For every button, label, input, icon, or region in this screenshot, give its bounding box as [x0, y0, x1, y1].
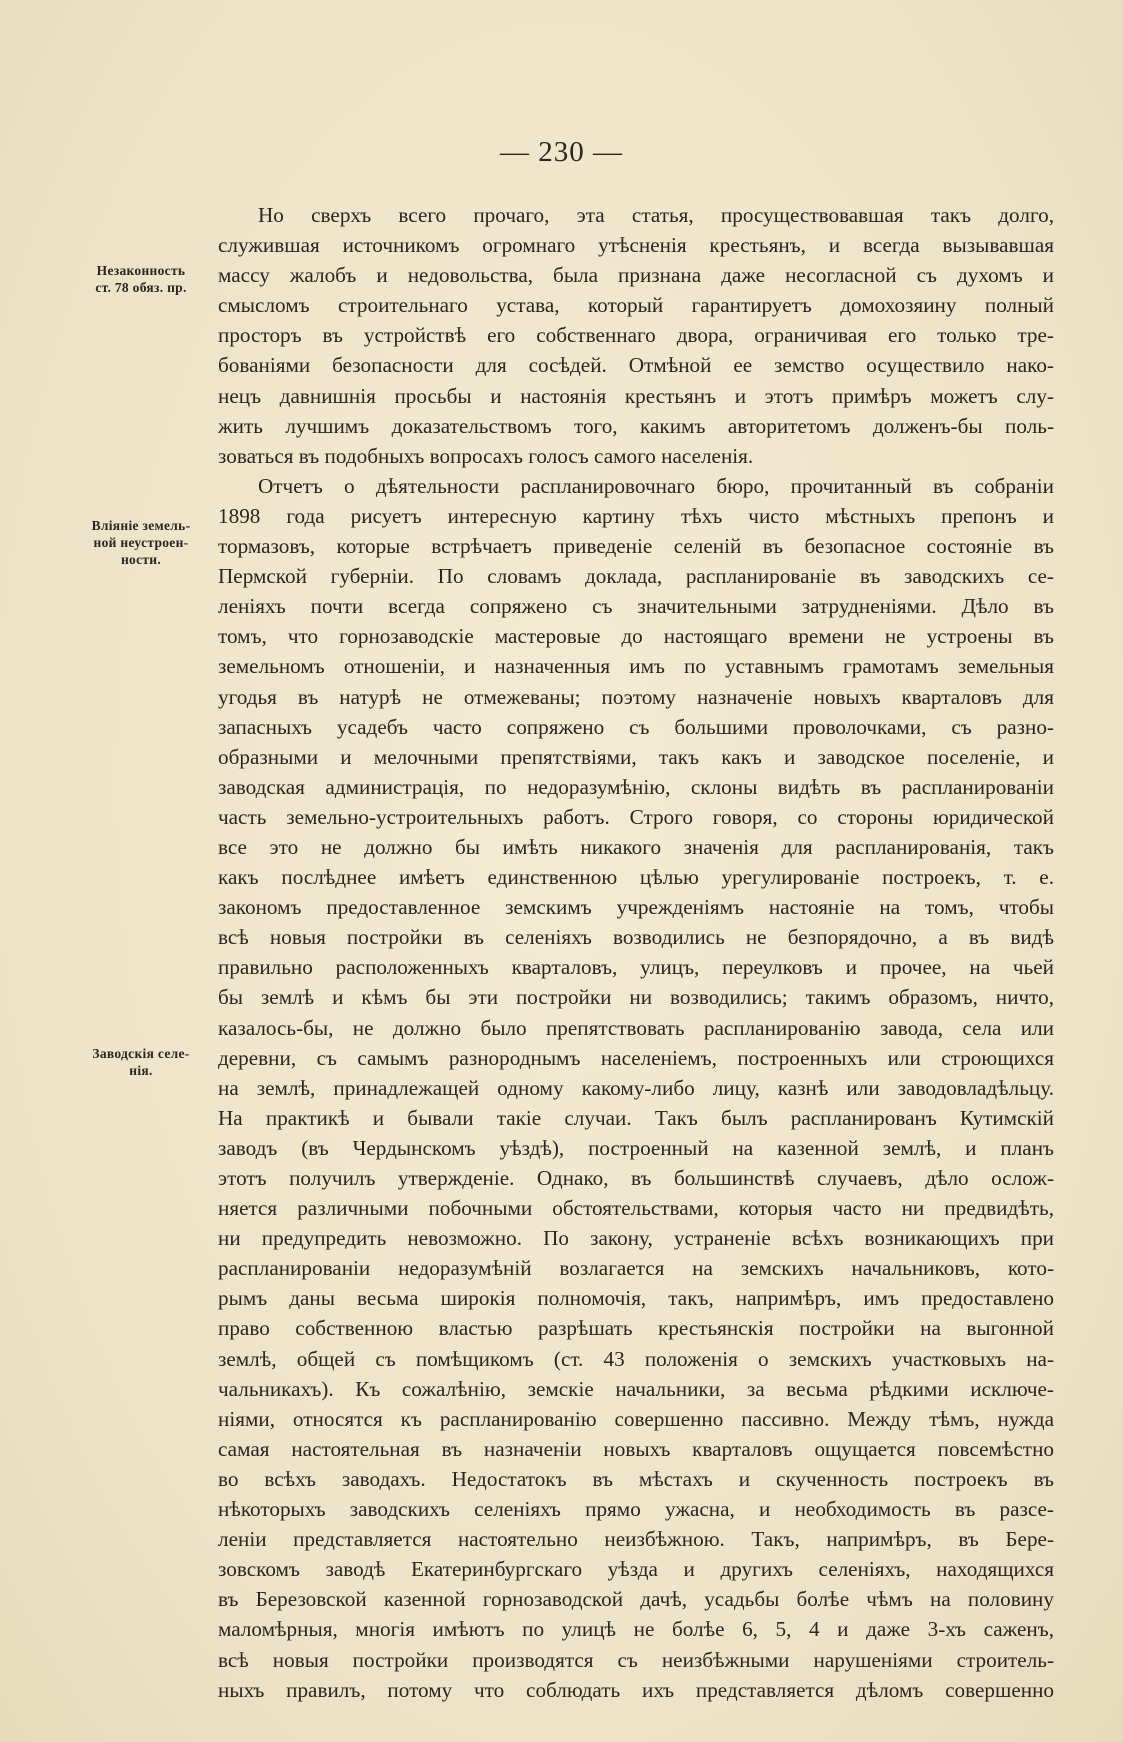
- text-line: въ Березовской казенной горнозаводской дачѣ, усадьбы болѣе чѣмъ на половину: [218, 1587, 1054, 1612]
- text-line: смысломъ строительнаго устава, который гарантируетъ домохозяину полный: [218, 293, 1054, 318]
- text-line: запасныхъ усадебъ часто сопряжено съ большими проволочками, съ разно-: [218, 714, 1054, 739]
- body-text: [218, 200, 1054, 1705]
- text-line: тормазовъ, которые встрѣчаетъ приведеніе селеній въ безопасное состояніе въ: [218, 534, 1054, 559]
- text-line: казалось-бы, не должно было препятствовать распланированію завода, села или: [218, 1015, 1054, 1040]
- text-line: всѣ новыя постройки производятся съ неизбѣжными нарушеніями строитель-: [218, 1647, 1054, 1672]
- text-line: распланированіи недоразумѣній возлагается на земскихъ начальниковъ, кото-: [218, 1256, 1054, 1281]
- text-line: чальникахъ). Къ сожалѣнію, земскіе начальники, за весьма рѣдкими исключе-: [218, 1376, 1054, 1401]
- text-line: бы землѣ и кѣмъ бы эти постройки ни возводились; такимъ образомъ, ничто,: [218, 985, 1054, 1010]
- margin-note-illegality: [66, 262, 216, 296]
- margin-note-line: ности.: [120, 552, 162, 567]
- text-line: рымъ даны весьма широкія полномочія, такъ, напримѣръ, имъ предоставлено: [218, 1286, 1054, 1311]
- text-line: деревни, съ самымъ разнороднымъ населеніемъ, построенныхъ или строющихся: [218, 1045, 1054, 1070]
- text-line: закономъ предоставленное земскимъ учрежденіямъ настояніе на томъ, чтобы: [218, 895, 1054, 920]
- text-line: массу жалобъ и недовольства, была признана даже несогласной съ духомъ и: [218, 263, 1054, 288]
- text-line: угодья въ натурѣ не отмежеваны; поэтому назначеніе новыхъ кварталовъ для: [218, 684, 1054, 709]
- text-line: служившая источникомъ огромнаго утѣсненія крестьянъ, и всегда вызывавшая: [218, 233, 1054, 258]
- text-line: самая настоятельная въ назначеніи новыхъ кварталовъ ощущается повсемѣстно: [218, 1436, 1054, 1461]
- text-line: зоваться въ подобныхъ вопросахъ голосъ самого населенія.: [218, 443, 754, 468]
- margin-note-line: Заводскія селе-: [92, 1046, 190, 1061]
- text-line: во всѣхъ заводахъ. Недостатокъ въ мѣстахъ и скученность построекъ въ: [218, 1466, 1054, 1491]
- text-line: просторъ въ устройствѣ его собственнаго двора, ограничивая его только тре-: [218, 323, 1054, 348]
- text-line: этотъ получилъ утвержденіе. Однако, въ большинствѣ случаевъ, дѣло ослож-: [218, 1166, 1054, 1190]
- text-line: На практикѣ и бывали такіе случаи. Такъ былъ распланированъ Кутимскій: [218, 1105, 1054, 1130]
- text-line: земельномъ отношеніи, и назначенныя имъ по уставнымъ грамотамъ земельныя: [218, 654, 1054, 679]
- text-line: все это не должно бы имѣть никакого значенія для распланированія, такъ: [218, 834, 1054, 859]
- text-line: жить лучшимъ доказательствомъ того, какимъ авторитетомъ долженъ-бы поль-: [218, 413, 1054, 438]
- text-line: всѣ новыя постройки въ селеніяхъ возводились не безпорядочно, а въ видѣ: [218, 925, 1054, 950]
- text-line: ни предупредить невозможно. По закону, устраненіе всѣхъ возникающихъ при: [218, 1226, 1054, 1251]
- text-line: заводъ (въ Чердынскомъ уѣздѣ), построенный на казенной землѣ, и планъ: [218, 1135, 1054, 1160]
- margin-note-land-influence: [66, 517, 216, 568]
- text-line: какъ послѣднее имѣетъ единственною цѣлью урегулированіе построекъ, т. е.: [218, 865, 1054, 890]
- text-line: томъ, что горнозаводскіе мастеровые до настоящаго времени не устроены въ: [218, 624, 1054, 649]
- text-line: правильно расположенныхъ кварталовъ, улицъ, переулковъ и прочее, на чьей: [218, 955, 1054, 980]
- margin-note-line: Вліяніе земель-: [91, 518, 191, 533]
- text-line: ніями, относятся къ распланированію совершенно пассивно. Между тѣмъ, нужда: [218, 1406, 1054, 1431]
- text-line: часть земельно-устроительныхъ работъ. Строго говоря, со стороны юридической: [218, 804, 1054, 829]
- text-line: Пермской губерніи. По словамъ доклада, распланированіе въ заводскихъ се-: [218, 564, 1054, 589]
- text-line: леніяхъ почти всегда сопряжено съ значительными затрудненіями. Дѣло въ: [218, 594, 1054, 619]
- text-line: заводская администрація, по недоразумѣнію, склоны видѣть въ распланированіи: [218, 774, 1054, 799]
- text-line: право собственною властью разрѣшать крестьянскія постройки на выгонной: [218, 1316, 1054, 1341]
- margin-note-line: ной неустроен-: [93, 535, 189, 550]
- text-line: нѣкоторыхъ заводскихъ селеніяхъ прямо ужасна, и необходимость въ разсе-: [218, 1497, 1054, 1522]
- text-line: землѣ, общей съ помѣщикомъ (ст. 43 положенія о земскихъ участковыхъ на-: [218, 1346, 1054, 1371]
- text-line: зовскомъ заводѣ Екатеринбургскаго уѣзда и другихъ селеніяхъ, находящихся: [218, 1557, 1054, 1582]
- margin-note-line: Незаконность: [96, 263, 186, 278]
- text-line: Отчетъ о дѣятельности распланировочнаго бюро, прочитанный въ собраніи: [258, 473, 1054, 498]
- text-line: на землѣ, принадлежащей одному какому-либо лицу, казнѣ или заводовладѣльцу.: [218, 1075, 1054, 1100]
- text-line: няется различными побочными обстоятельствами, которыя часто ни предвидѣть,: [218, 1196, 1054, 1221]
- text-line: 1898 года рисуетъ интересную картину тѣхъ чисто мѣстныхъ препонъ и: [218, 503, 1054, 528]
- page-number: — 230 —: [500, 136, 623, 168]
- text-line: ныхъ правилъ, потому что соблюдать ихъ представляется дѣломъ совершенно: [218, 1677, 1054, 1702]
- text-line: нецъ давнишнія просьбы и настоянія крестьянъ и этотъ примѣръ можетъ слу-: [218, 383, 1054, 408]
- margin-note-factory-settlements: [66, 1045, 216, 1079]
- margin-note-line: ст. 78 обяз. пр.: [95, 280, 187, 295]
- text-line: леніи представляется настоятельно неизбѣжною. Такъ, напримѣръ, въ Бере-: [218, 1527, 1054, 1552]
- text-line: образными и мелочными препятствіями, такъ какъ и заводское поселеніе, и: [218, 744, 1054, 769]
- text-line: Но сверхъ всего прочаго, эта статья, просуществовавшая такъ долго,: [258, 203, 1054, 227]
- text-line: маломѣрныя, многія имѣютъ по улицѣ не болѣе 6, 5, 4 и даже 3-хъ саженъ,: [218, 1617, 1054, 1642]
- margin-note-line: нія.: [129, 1063, 153, 1078]
- text-line: бованіями безопасности для сосѣдей. Отмѣной ее земство осуществило нако-: [218, 353, 1054, 378]
